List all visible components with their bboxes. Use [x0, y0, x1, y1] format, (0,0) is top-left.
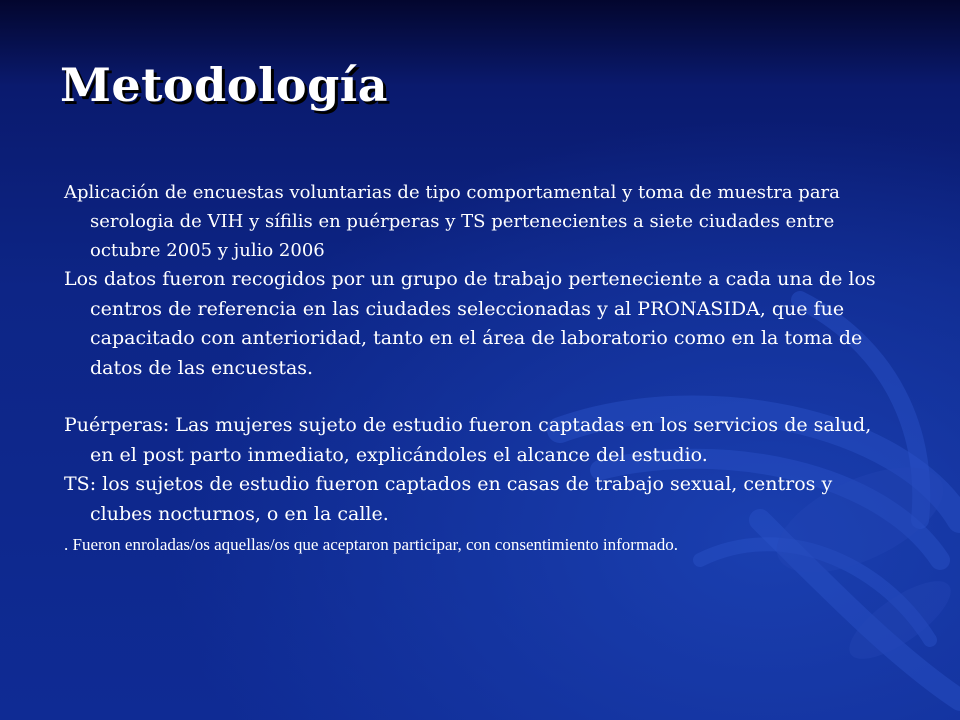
paragraph-spacer — [64, 383, 884, 411]
paragraph-consentimiento: . Fueron enroladas/os aquellas/os que aceptaron participar, con consentimiento informado. — [64, 535, 678, 554]
slide-title: Metodología — [60, 58, 389, 112]
paragraph-encuestas: Aplicación de encuestas voluntarias de tipo comportamental y toma de muestra para serologia de VIH y sífilis en puérperas y TS pertenecientes a siete ciudades entre octubre 2005 y julio 2006 — [64, 182, 840, 261]
slide-body — [64, 178, 884, 560]
paragraph-datos: Los datos fueron recogidos por un grupo de trabajo perteneciente a cada una de los centros de referencia en las ciudades seleccionadas y al PRONASIDA, que fue capacitado con anterioridad, tanto en el área de laboratorio como en la toma de datos de las encuestas. — [64, 268, 876, 379]
paragraph-puerperas: Puérperas: Las mujeres sujeto de estudio fueron captadas en los servicios de salud, en el post parto inmediato, explicándoles el alcance del estudio. — [64, 414, 872, 466]
paragraph-ts: TS: los sujetos de estudio fueron captados en casas de trabajo sexual, centros y clubes nocturnos, o en la calle. — [64, 473, 833, 525]
